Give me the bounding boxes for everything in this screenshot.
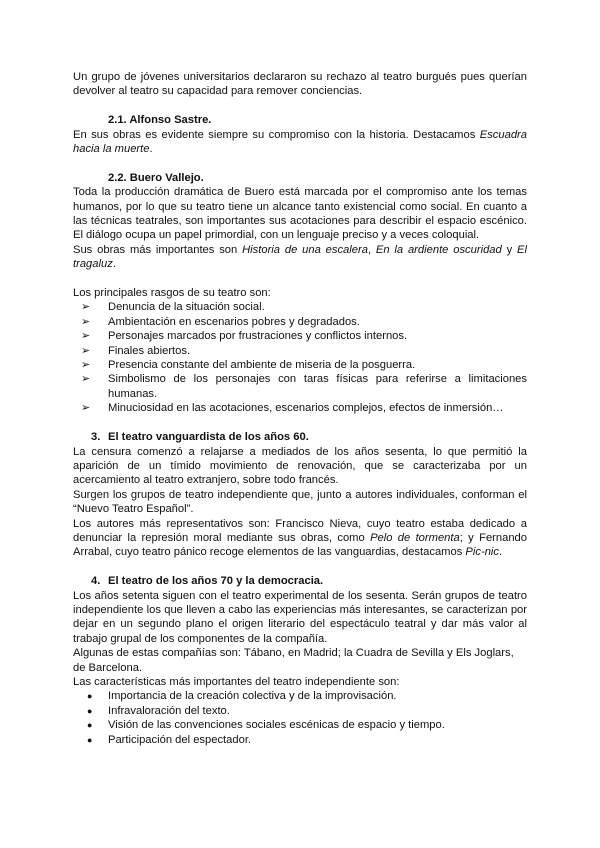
bullet-icon: ● xyxy=(87,691,93,702)
work-title: Pic-nic xyxy=(465,546,499,559)
work-title: Escuadra hacia la muerte xyxy=(73,128,527,156)
work-title: Historia de una escalera xyxy=(242,243,368,256)
rasgos-list xyxy=(73,300,527,415)
list-item: ➢ Finales abiertos. xyxy=(81,344,191,357)
bullet-icon: ● xyxy=(87,705,93,716)
heading-buero-vallejo: 2.2. Buero Vallejo. xyxy=(108,171,204,184)
vanguardista-paragraph-2: Surgen los grupos de teatro independiente que, junto a autores individuales, conforman el “Nuevo Teatro Español”. xyxy=(73,488,527,516)
list-item: ➢ Ambientación en escenarios pobres y degradados. xyxy=(81,315,360,328)
arrow-bullet-icon: ➢ xyxy=(81,330,91,343)
arrow-bullet-icon: ➢ xyxy=(81,301,91,314)
work-title: Pelo de tormenta xyxy=(370,531,460,544)
rasgos-intro: Los principales rasgos de su teatro son: xyxy=(73,287,271,300)
arrow-bullet-icon: ➢ xyxy=(81,344,91,357)
heading-alfonso-sastre: 2.1. Alfonso Sastre. xyxy=(108,114,212,127)
heading-teatro-vanguardista: 3. El teatro vanguardista de los años 60. xyxy=(91,431,309,444)
heading-teatro-democracia: 4. El teatro de los años 70 y la democracia. xyxy=(91,575,324,588)
sastre-paragraph: En sus obras es evidente siempre su compromiso con la historia. Destacamos Escuadra hacia la muerte. xyxy=(73,128,527,156)
bullet-icon: ● xyxy=(87,720,93,731)
document-page xyxy=(73,70,527,747)
arrow-bullet-icon: ➢ xyxy=(81,315,91,328)
democracia-paragraph-2: Algunas de estas compañías son: Tábano, en Madrid; la Cuadra de Sevilla y Els Joglars, de Barcelona. xyxy=(73,647,514,674)
list-item: ➢ Presencia constante del ambiente de miseria de la posguerra. xyxy=(81,359,416,372)
democracia-paragraph-1: Los años setenta siguen con el teatro experimental de los sesenta. Serán grupos de teatro independiente los que lleven a cabo las experiencias más interesantes, se caracterizan por dejar en un segundo plano el origen literario del espectáculo teatral y dar más valor al trabajo grupal de los componentes de la compañía. xyxy=(73,589,527,645)
list-item: ➢ Minuciosidad en las acotaciones, escenarios complejos, efectos de inmersión… xyxy=(81,402,504,415)
vanguardista-paragraph-3: Los autores más representativos son: Francisco Nieva, cuyo teatro estaba dedicado a denunciar la represión moral mediante sus obras, como Pelo de tormenta; y Fernando Arrabal, cuyo teatro pánico recoge elementos de las vanguardias, destacamos Pic-nic. xyxy=(73,517,528,559)
arrow-bullet-icon: ➢ xyxy=(81,402,91,415)
list-item: ● Infravaloración del texto. xyxy=(87,704,230,717)
vanguardista-paragraph-1: La censura comenzó a relajarse a mediados de los años sesenta, lo que permitió la aparición de un tímido movimiento de renovación, que se caracterizaba por un acercamiento al teatro extranjero, sobre todo francés. xyxy=(73,445,527,487)
list-item: ➢ Simbolismo de los personajes con taras físicas para referirse a limitaciones humanas. xyxy=(81,373,527,400)
list-item: ● Visión de las convenciones sociales escénicas de espacio y tiempo. xyxy=(87,719,445,732)
list-item: ➢ Denuncia de la situación social. xyxy=(81,301,265,314)
list-item: ● Participación del espectador. xyxy=(87,733,252,746)
caracteristicas-list xyxy=(73,689,527,747)
bullet-icon: ● xyxy=(87,734,93,745)
work-title: En la ardiente oscuridad xyxy=(375,243,502,256)
intro-paragraph: Un grupo de jóvenes universitarios declararon su rechazo al teatro burgués pues querían devolver al teatro su capacidad para remover conciencias. xyxy=(73,71,527,98)
vallejo-works-paragraph: Sus obras más importantes son Historia de una escalera, En la ardiente oscuridad y El tragaluz. xyxy=(73,243,527,271)
democracia-paragraph-3: Las características más importantes del teatro independiente son: xyxy=(73,675,400,688)
vallejo-paragraph: Toda la producción dramática de Buero está marcada por el compromiso ante los temas humanos, por lo que su teatro tiene un alcance tanto existencial como social. En cuanto a las técnicas teatrales, son importantes sus acotaciones para describir el espacio escénico. El diálogo ocupa un papel primordial, con un lenguaje preciso y a veces coloquial. xyxy=(73,186,527,242)
arrow-bullet-icon: ➢ xyxy=(81,373,91,386)
list-item: ● Importancia de la creación colectiva y de la improvisación. xyxy=(87,690,397,703)
work-title: El tragaluz xyxy=(73,243,527,271)
list-item: ➢ Personajes marcados por frustraciones y conflictos internos. xyxy=(81,330,408,343)
arrow-bullet-icon: ➢ xyxy=(81,359,91,372)
